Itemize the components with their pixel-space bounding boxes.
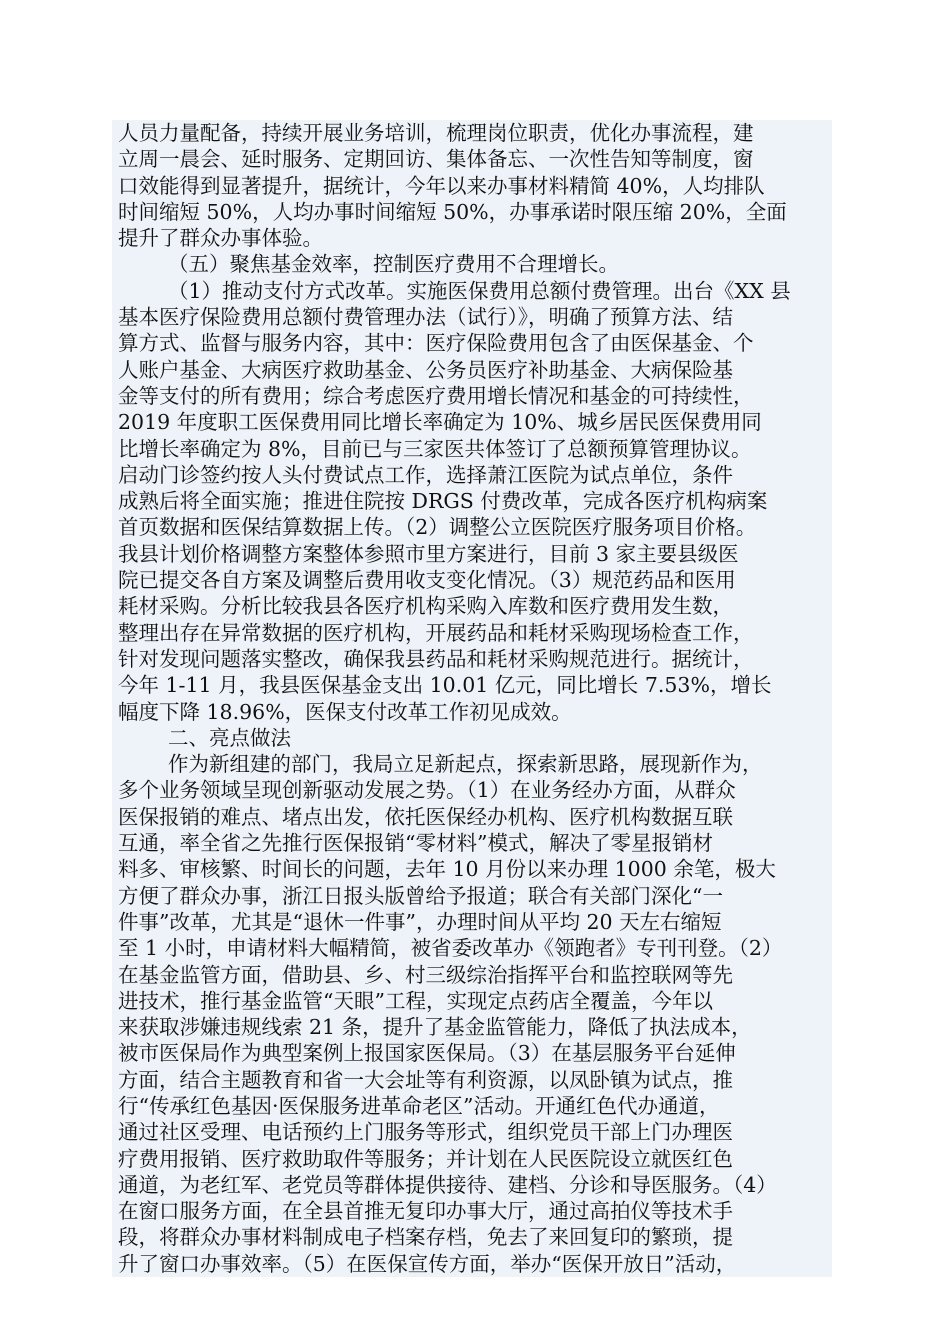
text-line: 成熟后将全面实施；推进住院按 DRGS 付费改革，完成各医疗机构病案 — [112, 488, 832, 514]
text-line: 我县计划价格调整方案整体参照市里方案进行，目前 3 家主要县级医 — [112, 541, 832, 567]
text-line: 方便了群众办事，浙江日报头版曾给予报道；联合有关部门深化“一 — [112, 883, 832, 909]
text-line: 人账户基金、大病医疗救助基金、公务员医疗补助基金、大病保险基 — [112, 357, 832, 383]
text-line: 耗材采购。分析比较我县各医疗机构采购入库数和医疗费用发生数， — [112, 593, 832, 619]
text-line: 人员力量配备，持续开展业务培训，梳理岗位职责，优化办事流程，建 — [112, 120, 832, 146]
text-line: 行“传承红色基因·医保服务进革命老区”活动。开通红色代办通道， — [112, 1093, 832, 1119]
text-line: 方面，结合主题教育和省一大会址等有利资源，以凤卧镇为试点，推 — [112, 1067, 832, 1093]
text-line: 段，将群众办事材料制成电子档案存档，免去了来回复印的繁琐，提 — [112, 1224, 832, 1250]
text-line: 首页数据和医保结算数据上传。（2）调整公立医院医疗服务项目价格。 — [112, 514, 832, 540]
text-line: （五）聚焦基金效率，控制医疗费用不合理增长。 — [112, 251, 832, 277]
text-line: 算方式、监督与服务内容，其中：医疗保险费用包含了由医保基金、个 — [112, 330, 832, 356]
text-line: 立周一晨会、延时服务、定期回访、集体备忘、一次性告知等制度，窗 — [112, 146, 832, 172]
text-line: （1）推动支付方式改革。实施医保费用总额付费管理。出台《XX 县 — [112, 278, 832, 304]
text-line: 在基金监管方面，借助县、乡、村三级综治指挥平台和监控联网等先 — [112, 962, 832, 988]
text-line: 作为新组建的部门，我局立足新起点，探索新思路，展现新作为， — [112, 751, 832, 777]
text-line: 件事”改革，尤其是“退休一件事”，办理时间从平均 20 天左右缩短 — [112, 909, 832, 935]
text-line: 在窗口服务方面，在全县首推无复印办事大厅，通过高拍仪等技术手 — [112, 1198, 832, 1224]
text-line: 金等支付的所有费用；综合考虑医疗费用增长情况和基金的可持续性， — [112, 383, 832, 409]
text-line: 针对发现问题落实整改，确保我县药品和耗材采购规范进行。据统计， — [112, 646, 832, 672]
text-line: 口效能得到显著提升，据统计，今年以来办事材料精简 40%，人均排队 — [112, 173, 832, 199]
text-line: 比增长率确定为 8%，目前已与三家医共体签订了总额预算管理协议。 — [112, 436, 832, 462]
text-line: 多个业务领域呈现创新驱动发展之势。（1）在业务经办方面，从群众 — [112, 777, 832, 803]
text-line: 被市医保局作为典型案例上报国家医保局。（3）在基层服务平台延伸 — [112, 1040, 832, 1066]
text-line: 2019 年度职工医保费用同比增长率确定为 10%、城乡居民医保费用同 — [112, 409, 832, 435]
text-line: 通过社区受理、电话预约上门服务等形式，组织党员干部上门办理医 — [112, 1119, 832, 1145]
text-line: 二、亮点做法 — [112, 725, 832, 751]
text-line: 医保报销的难点、堵点出发，依托医保经办机构、医疗机构数据互联 — [112, 804, 832, 830]
text-line: 疗费用报销、医疗救助取件等服务；并计划在人民医院设立就医红色 — [112, 1146, 832, 1172]
text-line: 提升了群众办事体验。 — [112, 225, 832, 251]
text-line: 基本医疗保险费用总额付费管理办法（试行）》，明确了预算方法、结 — [112, 304, 832, 330]
text-line: 院已提交各自方案及调整后费用收支变化情况。（3）规范药品和医用 — [112, 567, 832, 593]
text-line: 升了窗口办事效率。（5）在医保宣传方面，举办“医保开放日”活动， — [112, 1251, 832, 1277]
text-line: 料多、审核繁、时间长的问题，去年 10 月份以来办理 1000 余笔，极大 — [112, 856, 832, 882]
text-line: 进技术，推行基金监管“天眼”工程，实现定点药店全覆盖，今年以 — [112, 988, 832, 1014]
text-line: 至 1 小时，申请材料大幅精简，被省委改革办《领跑者》专刊刊登。（2） — [112, 935, 832, 961]
text-line: 幅度下降 18.96%，医保支付改革工作初见成效。 — [112, 699, 832, 725]
text-line: 时间缩短 50%，人均办事时间缩短 50%，办事承诺时限压缩 20%，全面 — [112, 199, 832, 225]
text-line: 互通，率全省之先推行医保报销“零材料”模式，解决了零星报销材 — [112, 830, 832, 856]
document-page — [112, 120, 832, 1277]
text-line: 通道，为老红军、老党员等群体提供接待、建档、分诊和导医服务。（4） — [112, 1172, 832, 1198]
text-line: 启动门诊签约按人头付费试点工作，选择萧江医院为试点单位，条件 — [112, 462, 832, 488]
text-line: 来获取涉嫌违规线索 21 条，提升了基金监管能力，降低了执法成本， — [112, 1014, 832, 1040]
text-line: 今年 1-11 月，我县医保基金支出 10.01 亿元，同比增长 7.53%，增长 — [112, 672, 832, 698]
text-line: 整理出存在异常数据的医疗机构，开展药品和耗材采购现场检查工作， — [112, 620, 832, 646]
